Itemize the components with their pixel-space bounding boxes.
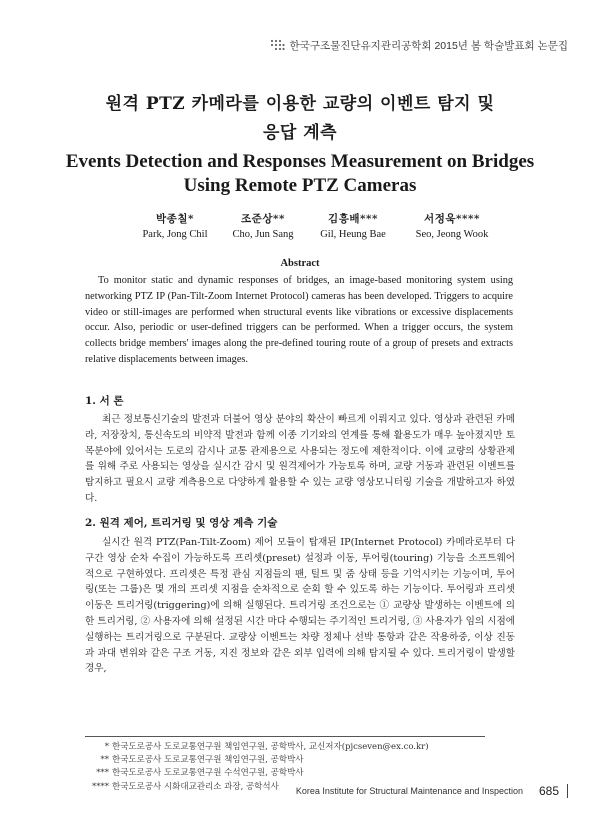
korean-title xyxy=(0,90,600,148)
footnote-divider xyxy=(85,736,485,737)
footnote-mark: * xyxy=(104,742,109,752)
section-heading: 2. 원격 제어, 트리거링 및 영상 계측 기술 xyxy=(85,517,278,529)
page-number: 685 xyxy=(531,784,568,798)
dots-grid-icon xyxy=(270,39,285,52)
footnote xyxy=(85,754,429,767)
author-name-korean: 조준상** xyxy=(241,213,285,225)
footnote-mark: *** xyxy=(96,768,109,779)
author xyxy=(140,212,210,242)
author xyxy=(310,212,396,242)
author-name-english: Cho, Jun Sang xyxy=(232,229,294,240)
author xyxy=(404,212,500,242)
page-footer xyxy=(296,784,568,798)
author-name-english: Gil, Heung Bae xyxy=(320,229,386,240)
author-name-korean: 서정욱**** xyxy=(424,213,480,225)
section-body: 실시간 원격 PTZ(Pan-Tilt-Zoom) 제어 모듈이 탑재된 IP(Internet Protocol) 카메라로부터 다구간 영상 순차 수집이 가능하도록 프리셋(preset) 설정과 이동, 투어링(touring) 기능을 소프트웨어적으로 구현하였다. 프리셋은 특정 관심 지점들의 팬, 틸트 및 줌 상태 등을 기억시키는 기능이며, 투어링(또는 그룹)은 몇 개의 프리셋 지점을 순차적으로 순회 할 수 있도록 하는 기능이다. 투어링과 프리셋 이동은 트리거링(triggering)에 의해 실행된다. 트리거링 조건으로는 ① 교량상 발생하는 이벤트에 의한 트리거링, ② 사용자에 의해 설정된 시간 마다 수행되는 주기적인 트리거링, ③ 사용자가 임의 시점에 실행하는 트리거링으로 구분된다. 교량상 이벤트는 차량 정체나 선박 통항과 같은 작용하중, 이상 진동과 과대 변위와 같은 구조 거동, 지진 정보와 같은 외부 입력에 의해 탐지될 수 있다. 트리거링이 발생할 경우, xyxy=(85,537,515,675)
section-body: 최근 정보통신기술의 발전과 더불어 영상 분야의 확산이 빠르게 이뤄지고 있다. 영상과 관련된 카메라, 저장장치, 통신속도의 비약적 발전과 함께 이종 기기와의 연계를 통해 활용도가 매우 높아졌지만 토목분야에 있어서는 도로의 감시나 교통 관제용으로 사용되는 정도에 제한적이다. 이에 교량의 상황관제를 위해 주로 사용되는 영상을 실시간 감시 및 원격제어가 가능토록 하며, 교량 거동과 관련된 이벤트를 탐지하고 필요시 교량 계측용으로 다양하게 활용할 수 있는 교량 영상모니터링 기술을 개발하고자 하였다. xyxy=(85,414,515,504)
author-name-korean: 박종칠* xyxy=(156,213,194,225)
korean-title-line2: 응답 계측 xyxy=(262,123,338,143)
footnote-text: 한국도로공사 시화대교관리소 과장, 공학석사 xyxy=(112,781,279,792)
footer-society-name: Korea Institute for Structural Maintenance and Inspection xyxy=(295,786,523,796)
footnote-text: 한국도로공사 도로교통연구원 수석연구원, 공학박사 xyxy=(112,768,304,779)
english-title xyxy=(0,150,600,198)
english-title-line2: Using Remote PTZ Cameras xyxy=(183,175,417,196)
footnote-mark: **** xyxy=(92,781,109,792)
author-name-english: Park, Jong Chil xyxy=(142,229,208,240)
author xyxy=(226,212,300,242)
english-title-line1: Events Detection and Responses Measurement on Bridges xyxy=(65,151,535,172)
footnote-text: 한국도로공사 도로교통연구원 책임연구원, 공학박사, 교신저자(pjcseven@ex.co.kr) xyxy=(112,742,429,752)
korean-title-line1: 원격 PTZ 카메라를 이용한 교량의 이벤트 탐지 및 xyxy=(105,94,495,114)
footnote-mark: ** xyxy=(100,755,109,766)
abstract-body: To monitor static and dynamic responses of bridges, an image-based monitoring system using networking PTZ IP (Pan-Tilt-Zoom Internet Protocol) cameras has been developed. Triggers to acquire video or still-images are performed when structural events like vibrations or excessive displacements occur. Also, periodic or user-defined triggers can be performed. When a trigger occurs, the system collects bridge members' images along the pre-defined touring route of a group of presets and extracts relative displacements between images. xyxy=(85,275,513,365)
author-name-korean: 김흥배*** xyxy=(328,213,378,225)
journal-header xyxy=(270,38,568,53)
footnote-text: 한국도로공사 도로교통연구원 책임연구원, 공학박사 xyxy=(112,755,304,766)
footnote xyxy=(85,767,429,780)
abstract-heading: Abstract xyxy=(280,258,320,269)
journal-header-text: 한국구조물진단유지관리공학회 2015년 봄 학술발표회 논문집 xyxy=(289,40,568,52)
author-name-english: Seo, Jeong Wook xyxy=(415,229,489,240)
section-heading: 1. 서 론 xyxy=(85,395,124,407)
footnote xyxy=(85,741,429,754)
